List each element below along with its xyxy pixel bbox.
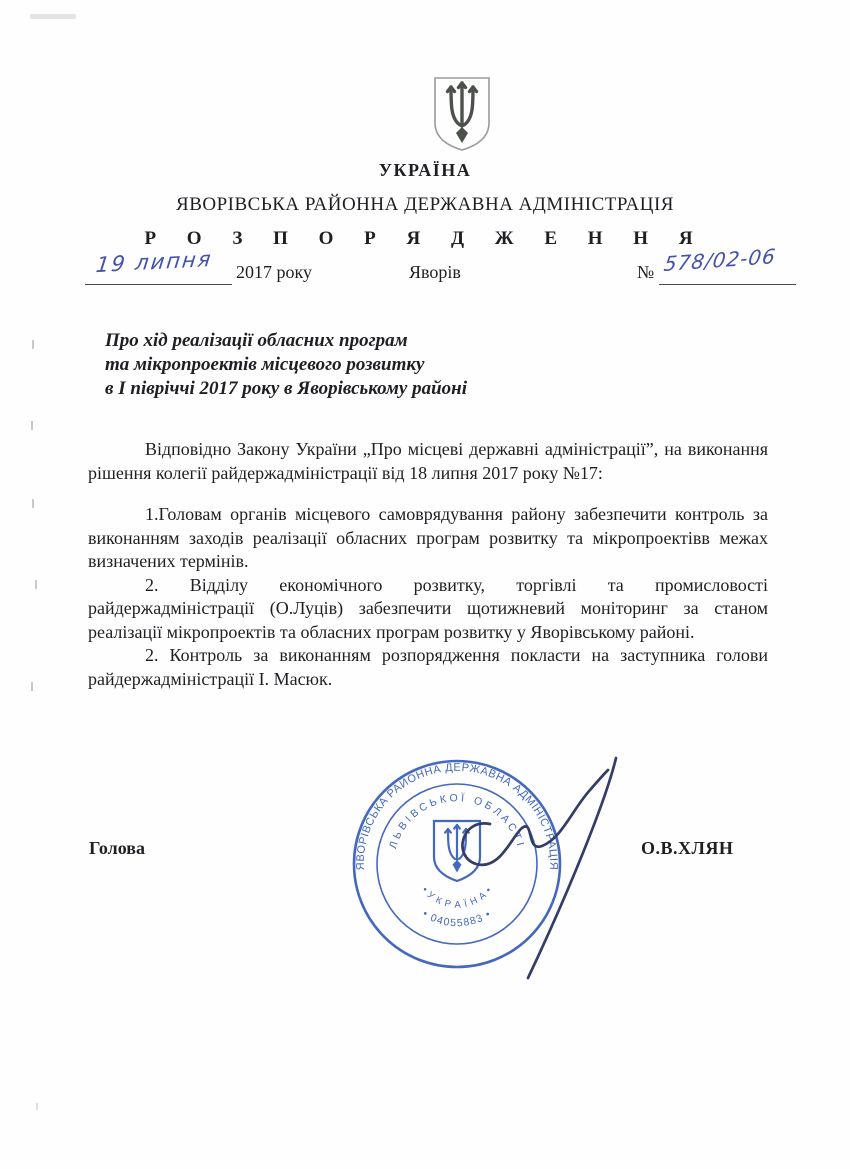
trident-base — [456, 127, 468, 143]
handwritten-number: 578/02-06 — [662, 243, 778, 277]
subject-line-3: в І півріччі 2017 року в Яворівському районі — [105, 378, 468, 399]
item-2-paragraph: 2. Відділу економічного розвитку, торгівлі та промисловості райдержадміністрації (О.Луців) забезпечити щотижневий моніторинг за станом реалізації мікропроектів та обласних програм розвитку у Яворівському районі. — [88, 574, 768, 642]
intro-paragraph: Відповідно Закону України „Про місцеві державні адміністрації”, на виконання рішення колегії райдержадміністрації від 18 липня 2017 року №17: — [88, 439, 768, 483]
ukraine-trident-emblem — [430, 74, 494, 152]
scan-artifact — [31, 682, 33, 691]
dateline-row — [0, 243, 850, 296]
stamp-inner-ring-text: ЛЬВІВСЬКОЇ ОБЛАСТІ — [387, 792, 527, 851]
subject-line-2: та мікропроектів місцевого розвитку — [105, 354, 425, 375]
handwritten-date: 19 липня — [94, 246, 214, 278]
year-label: 2017 року — [236, 262, 312, 282]
item-3-paragraph: 2. Контроль за виконанням розпорядження покласти на заступника голови райдержадміністрації І. Масюк. — [88, 645, 768, 689]
country-label: УКРАЇНА — [378, 160, 472, 180]
signer-name: О.В.ХЛЯН — [641, 838, 734, 858]
body-text — [88, 438, 768, 691]
subject-line-1: Про хід реалізації обласних програм — [105, 330, 408, 351]
scan-artifact — [31, 421, 33, 430]
stamp-outer-ring-text: ЯВОРІВСЬКА РАЙОННА ДЕРЖАВНА АДМІНІСТРАЦІЯ — [354, 761, 560, 871]
organization-name: ЯВОРІВСЬКА РАЙОННА ДЕРЖАВНА АДМІНІСТРАЦІЯ — [176, 194, 674, 215]
item-1-paragraph: 1.Головам органів місцевого самоврядування району забезпечити контроль за виконанням заходів реалізації обласних програм розвитку та мікропроектівв межах визначених термінів. — [88, 504, 768, 571]
scan-artifact — [30, 14, 76, 19]
scan-artifact — [32, 499, 34, 508]
stamp-country-text: • У К Р А Ї Н А • — [419, 884, 495, 911]
stamp-code-text: • 04055883 • — [420, 907, 494, 930]
document-type-title: Р О З П О Р Я Д Ж Е Н Н Я — [144, 228, 706, 249]
subject-block — [105, 329, 467, 401]
scan-artifact — [32, 340, 34, 349]
signature-ink — [440, 752, 650, 982]
scan-artifact — [35, 580, 37, 589]
scan-artifact — [36, 1103, 38, 1110]
number-sign: № — [637, 262, 655, 282]
place-label: Яворів — [409, 262, 461, 282]
signer-title: Голова — [89, 838, 146, 858]
trident-icon — [448, 83, 477, 126]
